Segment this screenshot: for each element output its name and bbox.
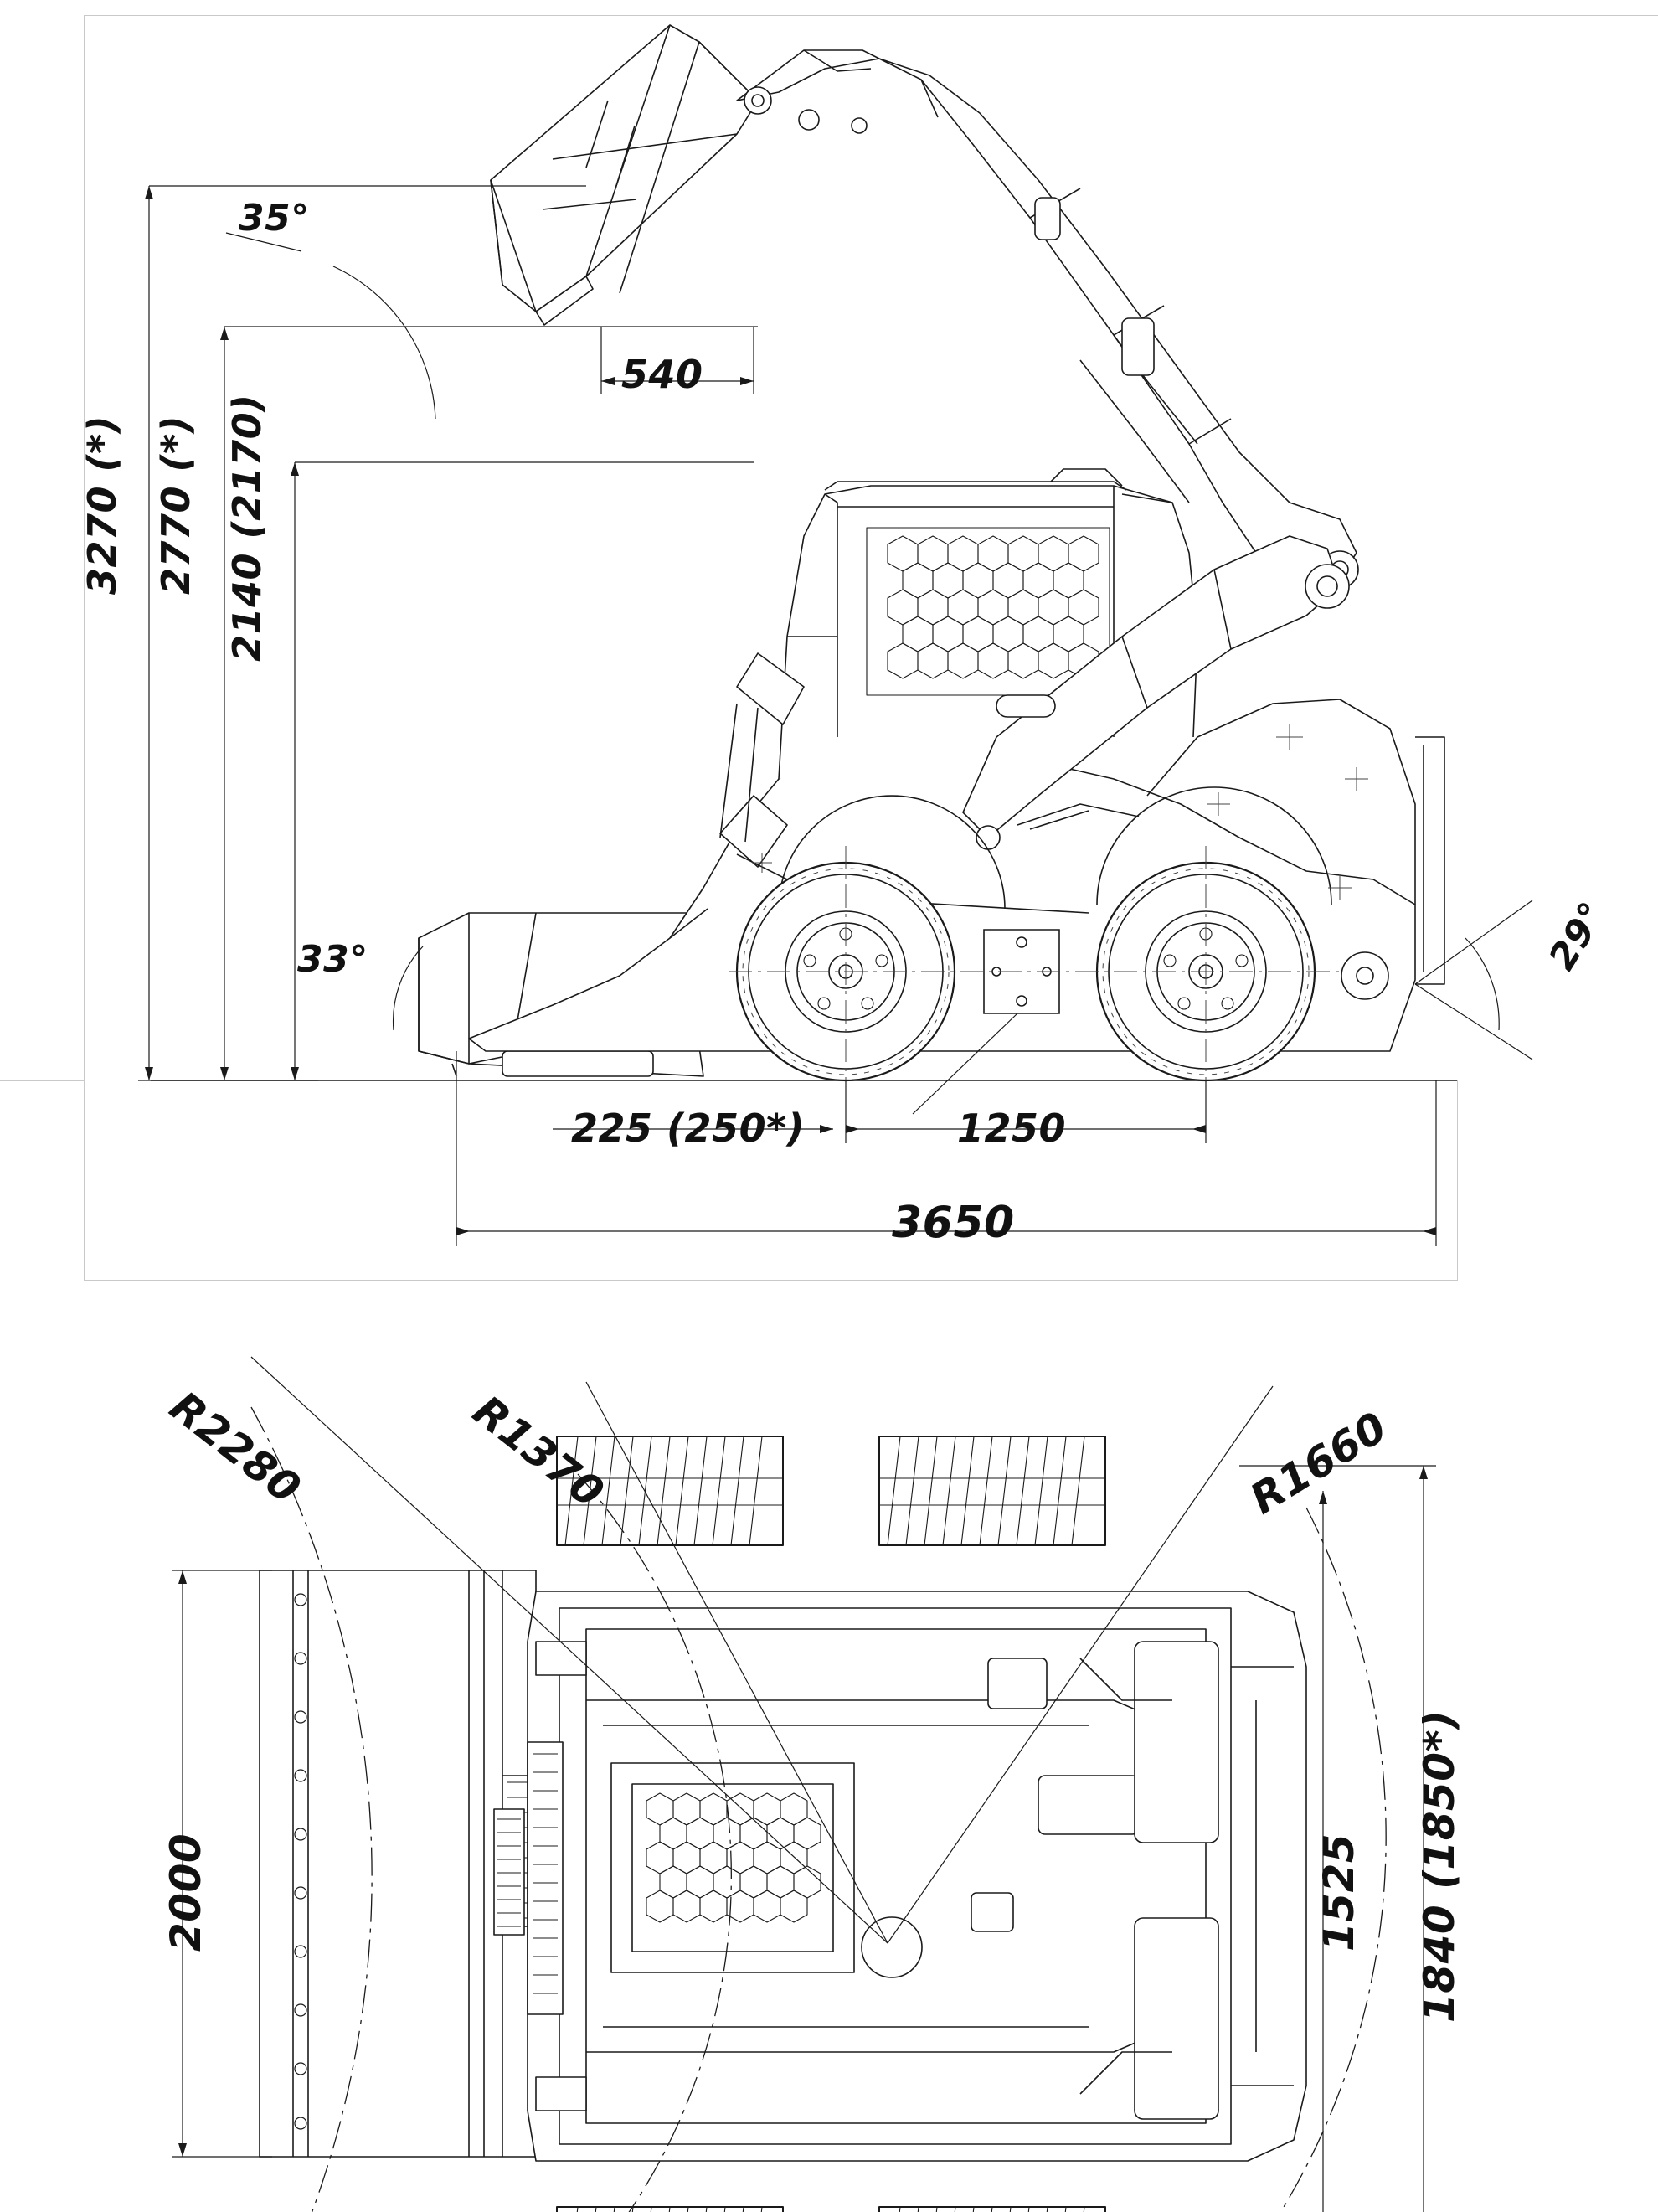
dim-bucket-reach: 540	[621, 352, 703, 397]
dim-ground-clearance: 225 (250*)	[571, 1106, 806, 1151]
arrow-1250-left	[846, 1125, 859, 1133]
dim-dump-height: 2140 (2170)	[224, 394, 270, 662]
dim-bucket-rollback-angle: 33°	[297, 938, 368, 981]
dim-overall-height-raised: 3270 (*)	[80, 415, 125, 595]
frame-bottom-border	[84, 1280, 1457, 1281]
dim-overall-length: 3650	[892, 1198, 1015, 1248]
dim-overall-width: 1840 (1850*)	[1415, 1709, 1464, 2023]
arrow-2770-bottom	[220, 1067, 229, 1080]
arrow-3270-bottom	[145, 1067, 153, 1080]
arrow-1840-top	[1419, 1466, 1428, 1479]
arrow-2140-top	[291, 462, 299, 476]
arrow-3650-right	[1423, 1227, 1436, 1235]
dim-hinge-pin-height: 2770 (*)	[153, 415, 198, 595]
dim-track-width: 1525	[1315, 1833, 1363, 1952]
arrow-540-right	[740, 377, 754, 385]
dim-turning-radius-rear: R1660	[1242, 1402, 1396, 1524]
dim-bucket-width: 2000	[162, 1833, 210, 1952]
dim-turning-radius-front: R1370	[464, 1386, 613, 1518]
arrow-540-left	[601, 377, 615, 385]
dim-bucket-dump-angle: 35°	[239, 197, 310, 240]
arrow-3650-left	[456, 1227, 470, 1235]
arrow-225-right	[820, 1125, 833, 1133]
arrow-2770-top	[220, 327, 229, 340]
arrow-1525-top	[1319, 1491, 1327, 1504]
arrow-2000-bottom	[178, 2143, 187, 2157]
arrow-1250-right	[1192, 1125, 1206, 1133]
arrow-2000-top	[178, 1570, 187, 1584]
dim-wheelbase: 1250	[957, 1106, 1067, 1151]
dim-departure-angle: 29°	[1541, 895, 1615, 978]
dim-turning-radius-bucket: R2280	[161, 1382, 310, 1513]
arrow-2140-bottom	[291, 1067, 299, 1080]
arrow-3270-top	[145, 186, 153, 199]
